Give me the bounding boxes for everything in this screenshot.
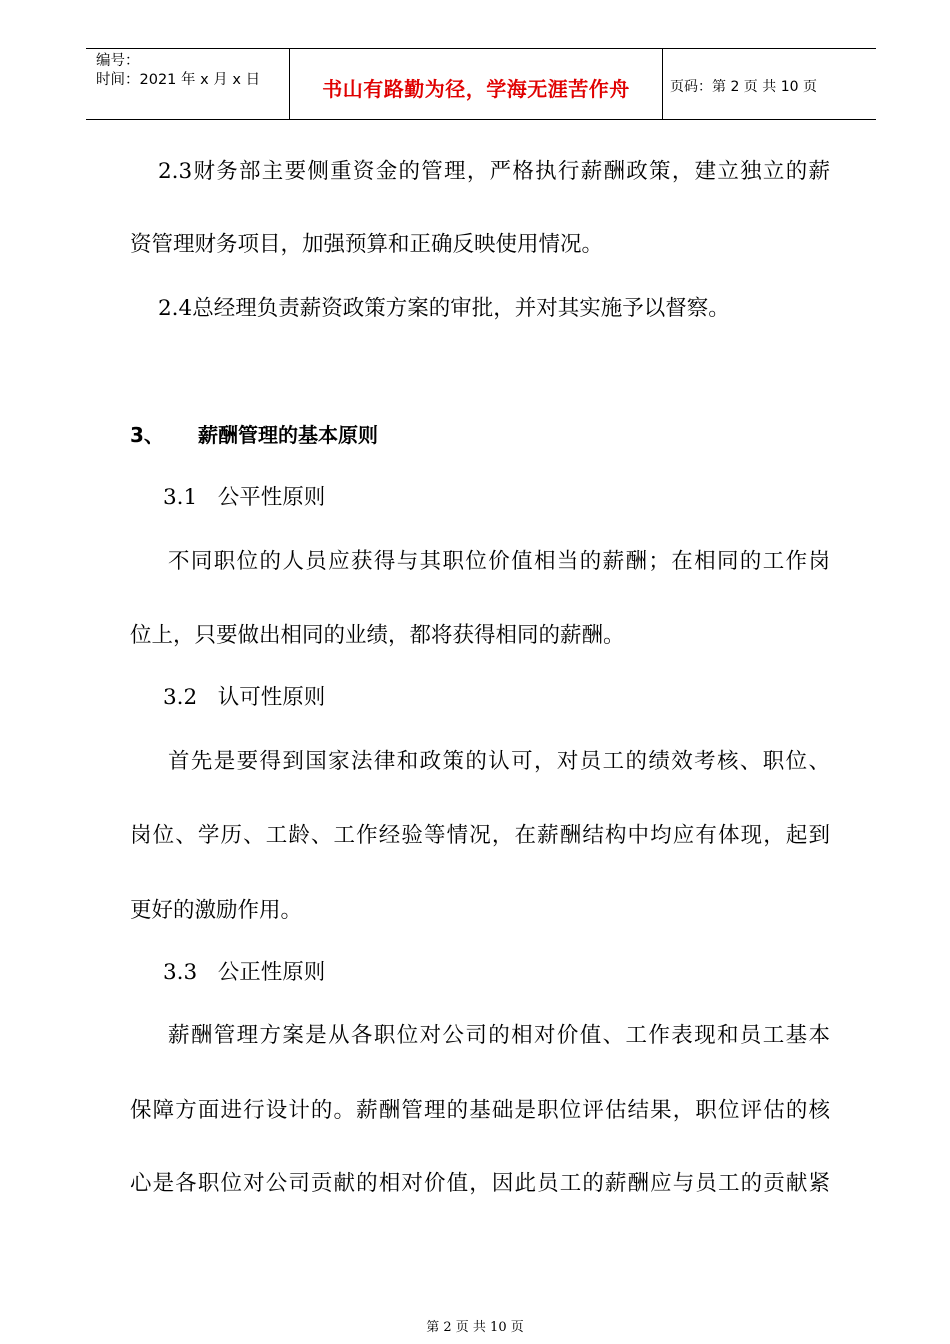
paragraph-2-3-line-2: 资管理财务项目，加强预算和正确反映使用情况。 <box>130 232 604 257</box>
header-motto: 书山有路勤为径，学海无涯苦作舟 <box>322 77 630 101</box>
header-divider-right <box>662 49 663 119</box>
page-footer: 第 2 页 共 10 页 <box>426 1320 524 1335</box>
subsection-3-3-line-2: 保障方面进行设计的。薪酬管理的基础是职位评估结果，职位评估的核 <box>130 1098 830 1123</box>
section-3-number: 3、 <box>130 423 164 447</box>
subsection-3-1-title: 3.1 公平性原则 <box>163 485 326 510</box>
subsection-3-3-line-1: 薪酬管理方案是从各职位对公司的相对价值、工作表现和员工基本 <box>168 1023 830 1048</box>
subsection-3-2-line-3: 更好的激励作用。 <box>130 898 303 923</box>
subsection-3-3-title: 3.3 公正性原则 <box>163 960 326 985</box>
paragraph-2-3-line-1: 2.3财务部主要侧重资金的管理，严格执行薪酬政策，建立独立的薪 <box>158 159 830 184</box>
header-page-info: 页码：第 2 页 共 10 页 <box>670 79 817 95</box>
subsection-3-2-title: 3.2 认可性原则 <box>163 685 326 710</box>
header-time-label: 时间：2021 年 x 月 x 日 <box>96 72 261 88</box>
subsection-3-3-line-3: 心是各职位对公司贡献的相对价值，因此员工的薪酬应与员工的贡献紧 <box>130 1171 830 1196</box>
header-meta <box>96 52 260 90</box>
header-number-label: 编号： <box>96 53 140 69</box>
subsection-3-2-line-2: 岗位、学历、工龄、工作经验等情况，在薪酬结构中均应有体现，起到 <box>130 823 830 848</box>
subsection-3-1-line-1: 不同职位的人员应获得与其职位价值相当的薪酬；在相同的工作岗 <box>168 549 830 574</box>
subsection-3-1-line-2: 位上，只要做出相同的业绩，都将获得相同的薪酬。 <box>130 623 625 648</box>
subsection-3-2-line-1: 首先是要得到国家法律和政策的认可，对员工的绩效考核、职位、 <box>168 749 830 774</box>
page-header <box>86 48 876 120</box>
paragraph-2-4: 2.4总经理负责薪资政策方案的审批，并对其实施予以督察。 <box>158 296 730 321</box>
section-3-title: 薪酬管理的基本原则 <box>198 423 378 447</box>
